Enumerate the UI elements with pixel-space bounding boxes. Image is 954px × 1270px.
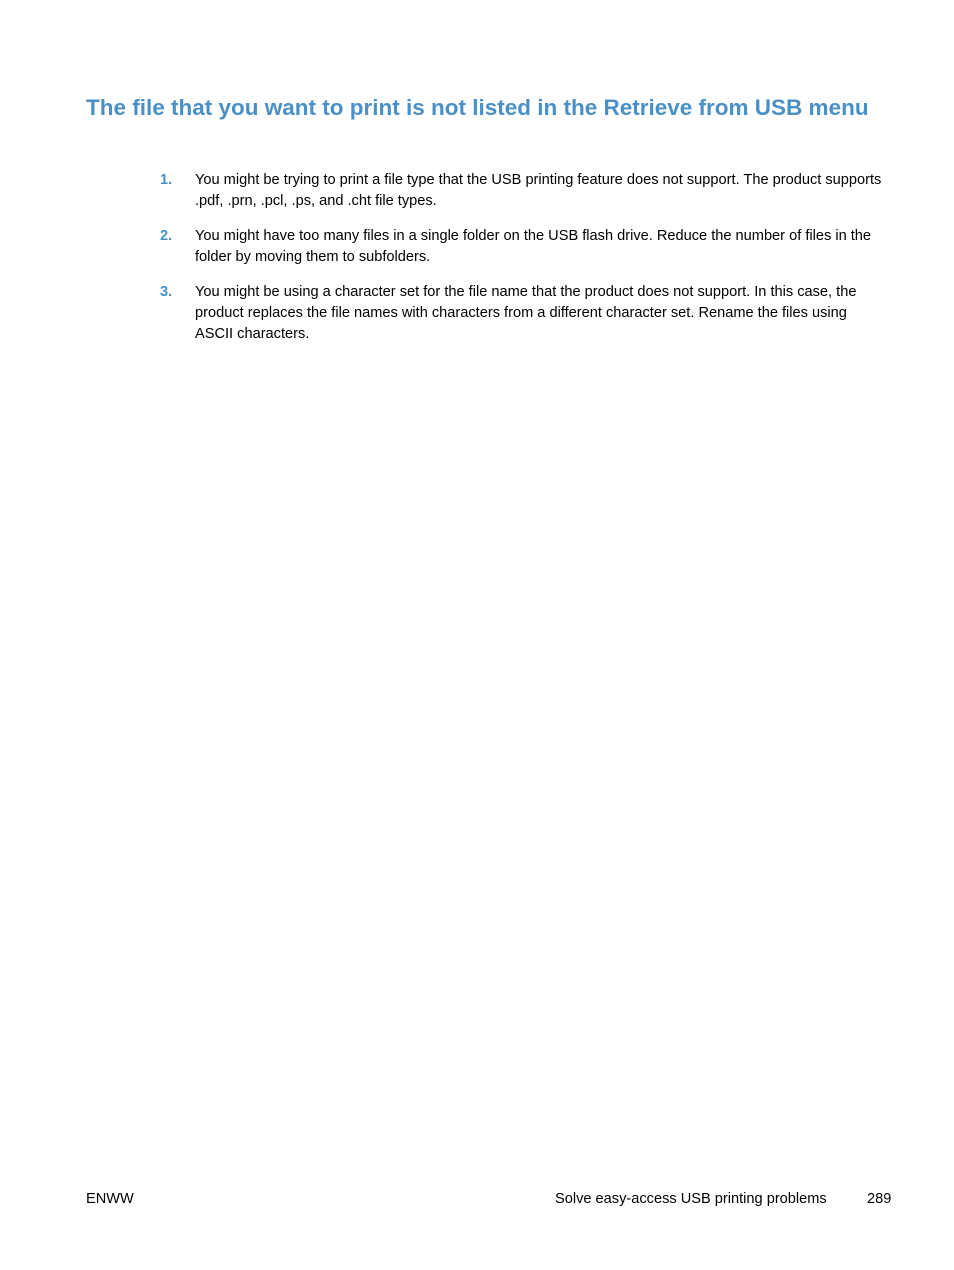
footer-page-number: 289 — [867, 1191, 892, 1207]
section-heading: The file that you want to print is not listed in the Retrieve from USB menu — [86, 95, 869, 120]
step-number: 2. — [160, 228, 173, 244]
step-number: 3. — [160, 284, 173, 300]
step-text: You might be using a character set for the file name that the product does not support. In this case, the product replaces the file names with characters from a different character set. Rename the files using ASCII characters. — [195, 284, 857, 342]
step-number: 1. — [160, 172, 173, 188]
step-item — [160, 226, 886, 268]
step-item — [160, 282, 886, 345]
step-item — [160, 170, 886, 212]
footer-locale-code: ENWW — [86, 1191, 134, 1207]
footer-section-title: Solve easy-access USB printing problems — [555, 1191, 827, 1207]
step-text: You might have too many files in a single folder on the USB flash drive. Reduce the number of files in the folder by moving them to subfolders. — [195, 228, 872, 265]
troubleshooting-steps — [160, 170, 886, 359]
step-text: You might be trying to print a file type that the USB printing feature does not support. The product supports .pdf, .prn, .pcl, .ps, and .cht file types. — [195, 172, 882, 209]
